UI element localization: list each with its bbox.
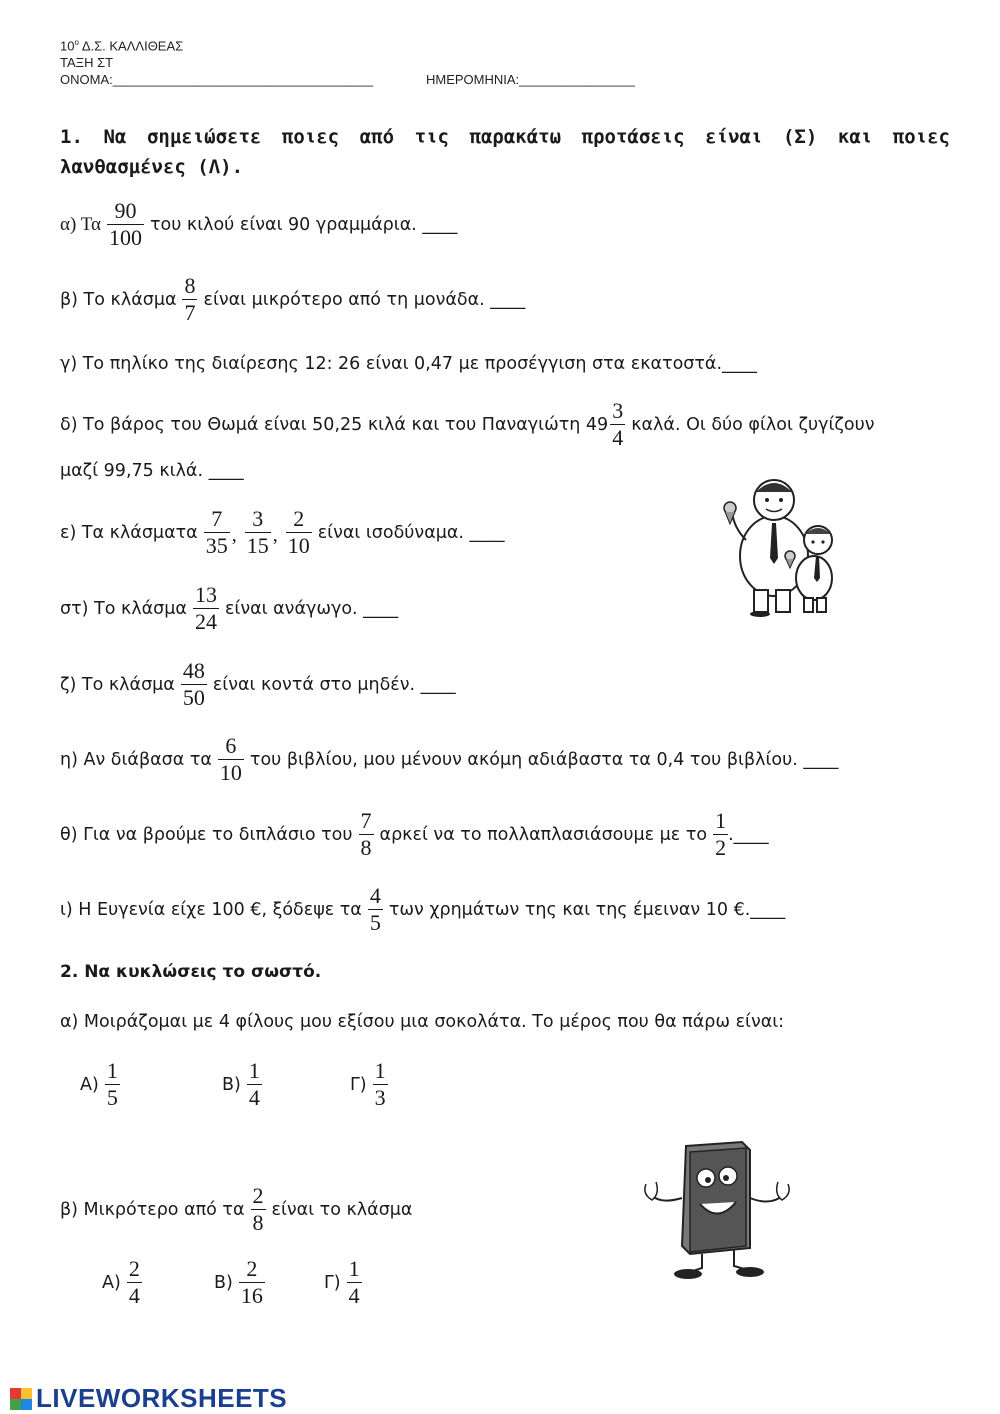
statement-th-prefix: θ) Για να βρούμε το διπλάσιο του bbox=[60, 824, 353, 845]
statement-e-prefix: ε) Τα κλάσματα bbox=[60, 522, 198, 543]
statement-h bbox=[60, 735, 838, 784]
statement-a-prefix: α) Τα bbox=[60, 213, 101, 235]
statement-a-text: του κιλού είναι 90 γραμμάρια. ____ bbox=[149, 214, 458, 235]
fraction-48-50 bbox=[181, 660, 207, 709]
denominator: 16 bbox=[240, 1283, 263, 1308]
statement-d-line2: μαζί 99,75 κιλά. ____ bbox=[60, 461, 244, 481]
fraction-1-5 bbox=[105, 1060, 120, 1109]
boys-ice-cream-illustration bbox=[716, 468, 838, 618]
fraction-7-35 bbox=[204, 508, 230, 557]
statement-b bbox=[60, 275, 525, 324]
option-2a-A[interactable] bbox=[80, 1060, 126, 1109]
numerator: 1 bbox=[248, 1058, 260, 1083]
numerator: 1 bbox=[106, 1058, 118, 1083]
numerator: 48 bbox=[182, 658, 205, 683]
school-number: 10 bbox=[60, 38, 75, 54]
denominator: 15 bbox=[246, 533, 269, 558]
statement-z-text: είναι κοντά στο μηδέν. ____ bbox=[212, 674, 456, 695]
date-field[interactable]: ΗΜΕΡΟΜΗΝΙΑ:________________ bbox=[426, 72, 635, 87]
smiling-book-illustration bbox=[638, 1138, 796, 1282]
question-2b-suffix: είναι το κλάσμα bbox=[271, 1199, 413, 1220]
class-label: ΤΑΞΗ ΣΤ bbox=[60, 55, 114, 70]
denominator: 3 bbox=[374, 1085, 386, 1110]
option-label: Β) bbox=[214, 1272, 233, 1293]
comma: , bbox=[231, 524, 237, 546]
statement-i bbox=[60, 885, 785, 934]
logo-tile bbox=[10, 1399, 21, 1410]
numerator: 13 bbox=[194, 582, 217, 607]
liveworksheets-logo[interactable] bbox=[10, 1383, 287, 1414]
denominator: 8 bbox=[360, 835, 372, 860]
denominator: 10 bbox=[287, 533, 310, 558]
logo-tile bbox=[21, 1388, 32, 1399]
option-label: Α) bbox=[102, 1272, 121, 1293]
statement-b-text: είναι μικρότερο από τη μονάδα. ____ bbox=[203, 289, 526, 310]
question-2a-text: α) Μοιράζομαι με 4 φίλους μου εξίσου μια σοκολάτα. Το μέρος που θα πάρω είναι: bbox=[60, 1012, 785, 1032]
statement-st bbox=[60, 584, 398, 633]
fraction-2-10 bbox=[286, 508, 312, 557]
option-2b-A[interactable] bbox=[102, 1258, 148, 1307]
question-1-title: 1. Να σημειώσετε ποιες από τις παρακάτω προτάσεις είναι (Σ) και ποιες λανθασμένες (Λ). bbox=[60, 126, 950, 178]
numerator: 6 bbox=[225, 733, 237, 758]
fraction-6-10 bbox=[218, 735, 244, 784]
statement-th-text: αρκεί να το πολλαπλασιάσουμε με το bbox=[379, 824, 708, 845]
statement-e bbox=[60, 508, 505, 557]
fraction-1-3 bbox=[373, 1060, 388, 1109]
numerator: 90 bbox=[114, 198, 137, 223]
numerator: 1 bbox=[374, 1058, 386, 1083]
school-name bbox=[60, 38, 183, 53]
numerator: 8 bbox=[184, 273, 196, 298]
fraction-4-5 bbox=[368, 885, 383, 934]
numerator: 2 bbox=[246, 1256, 258, 1281]
statement-d-prefix: δ) Το βάρος του Θωμά είναι 50,25 κιλά και του Παναγιώτη 49 bbox=[60, 414, 609, 435]
option-label: Β) bbox=[222, 1074, 241, 1095]
option-label: Γ) bbox=[350, 1074, 367, 1095]
option-label: Γ) bbox=[324, 1272, 341, 1293]
comma: , bbox=[272, 524, 278, 546]
option-2a-B[interactable] bbox=[222, 1060, 268, 1109]
numerator: 4 bbox=[369, 883, 381, 908]
numerator: 2 bbox=[252, 1183, 264, 1208]
statement-i-text: των χρημάτων της και της έμειναν 10 €.____ bbox=[388, 899, 786, 920]
school-rest: Δ.Σ. ΚΑΛΛΙΘΕΑΣ bbox=[78, 38, 184, 54]
logo-icon bbox=[10, 1388, 32, 1410]
statement-h-text: του βιβλίου, μου μένουν ακόμη αδιάβαστα τα 0,4 του βιβλίου. ____ bbox=[249, 749, 839, 770]
option-2a-C[interactable] bbox=[350, 1060, 394, 1109]
statement-d bbox=[60, 400, 875, 449]
denominator: 24 bbox=[194, 609, 217, 634]
denominator: 35 bbox=[205, 533, 228, 558]
denominator: 4 bbox=[248, 1085, 260, 1110]
numerator: 1 bbox=[715, 808, 727, 833]
fraction-13-24 bbox=[193, 584, 219, 633]
statement-st-text: είναι ανάγωγο. ____ bbox=[224, 598, 399, 619]
statement-h-prefix: η) Αν διάβασα τα bbox=[60, 749, 212, 770]
denominator: 4 bbox=[128, 1283, 140, 1308]
denominator: 4 bbox=[612, 425, 624, 450]
logo-tile bbox=[10, 1388, 21, 1399]
statement-th bbox=[60, 810, 769, 859]
question-2b-text bbox=[60, 1185, 412, 1234]
question-2b-prefix: β) Μικρότερο από τα bbox=[60, 1199, 245, 1220]
statement-i-prefix: ι) Η Ευγενία είχε 100 €, ξόδεψε τα bbox=[60, 899, 362, 920]
fraction-90-100 bbox=[107, 200, 144, 249]
statement-th-blank: .____ bbox=[728, 824, 769, 845]
denominator: 5 bbox=[369, 910, 381, 935]
numerator: 3 bbox=[252, 506, 264, 531]
fraction-2-8 bbox=[251, 1185, 266, 1234]
fraction-7-8 bbox=[359, 810, 374, 859]
statement-b-prefix: β) Το κλάσμα bbox=[60, 289, 177, 310]
fraction-1-4 bbox=[347, 1258, 362, 1307]
denominator: 4 bbox=[348, 1283, 360, 1308]
numerator: 3 bbox=[612, 398, 624, 423]
statement-a bbox=[60, 200, 457, 249]
fraction-1-4 bbox=[247, 1060, 262, 1109]
statement-e-text: είναι ισοδύναμα. ____ bbox=[317, 522, 505, 543]
numerator: 1 bbox=[348, 1256, 360, 1281]
denominator: 10 bbox=[219, 760, 242, 785]
denominator: 100 bbox=[108, 225, 142, 250]
statement-d-text: καλά. Οι δύο φίλοι ζυγίζουν bbox=[631, 414, 875, 435]
option-2b-C[interactable] bbox=[324, 1258, 368, 1307]
logo-text: LIVEWORKSHEETS bbox=[36, 1383, 288, 1413]
option-2b-B[interactable] bbox=[214, 1258, 271, 1307]
fraction-1-2 bbox=[713, 810, 728, 859]
school-ordinal: ο bbox=[74, 38, 79, 47]
question-2-title: 2. Να κυκλώσεις το σωστό. bbox=[60, 962, 322, 982]
fraction-8-7 bbox=[182, 275, 197, 324]
numerator: 7 bbox=[211, 506, 223, 531]
numerator: 7 bbox=[360, 808, 372, 833]
denominator: 5 bbox=[106, 1085, 118, 1110]
denominator: 50 bbox=[182, 685, 205, 710]
fraction-2-16 bbox=[239, 1258, 265, 1307]
numerator: 2 bbox=[293, 506, 305, 531]
statement-c: γ) Το πηλίκο της διαίρεσης 12: 26 είναι 0,47 με προσέγγιση στα εκατοστά.____ bbox=[60, 354, 758, 374]
logo-tile bbox=[21, 1399, 32, 1410]
denominator: 7 bbox=[184, 300, 196, 325]
denominator: 2 bbox=[715, 835, 727, 860]
statement-st-prefix: στ) Το κλάσμα bbox=[60, 598, 187, 619]
denominator: 8 bbox=[252, 1210, 264, 1235]
fraction-3-4 bbox=[610, 400, 625, 449]
fraction-3-15 bbox=[245, 508, 271, 557]
statement-z-prefix: ζ) Το κλάσμα bbox=[60, 674, 175, 695]
name-field[interactable]: ΟΝΟΜΑ:____________________________________ bbox=[60, 72, 374, 87]
fraction-2-4 bbox=[127, 1258, 142, 1307]
option-label: Α) bbox=[80, 1074, 99, 1095]
numerator: 2 bbox=[128, 1256, 140, 1281]
statement-z bbox=[60, 660, 456, 709]
